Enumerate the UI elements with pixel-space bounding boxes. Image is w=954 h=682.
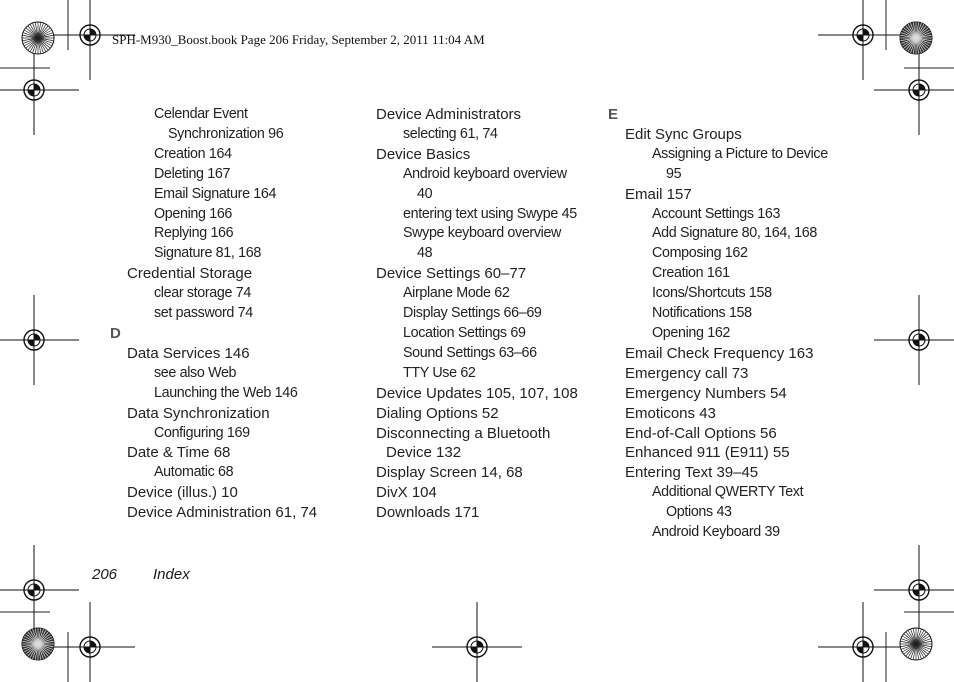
index-entry: DivX 104 <box>376 484 437 502</box>
index-entry: Email 157 <box>625 185 692 203</box>
index-entry: Device Updates 105, 107, 108 <box>376 384 578 402</box>
crosshair-mark <box>818 0 908 80</box>
index-entry: End-of-Call Options 56 <box>625 424 777 442</box>
index-entry: Device Basics <box>376 145 471 163</box>
index-entry: Launching the Web 146 <box>154 384 298 401</box>
index-entry: Configuring 169 <box>154 424 250 441</box>
starburst-mark <box>900 628 932 660</box>
index-entry: Email Signature 164 <box>154 185 277 202</box>
index-column-1 <box>110 105 317 523</box>
index-entry: set password 74 <box>154 305 253 322</box>
crosshair-mark <box>874 545 954 635</box>
index-entry: Device Administration 61, 74 <box>127 504 318 522</box>
index-entry: Add Signature 80, 164, 168 <box>652 225 817 242</box>
index-entry: Notifications 158 <box>652 305 752 322</box>
index-entry: Location Settings 69 <box>403 324 526 341</box>
index-entry: entering text using Swype 45 <box>403 205 577 222</box>
crosshair-mark <box>818 602 908 682</box>
index-entry: Enhanced 911 (E911) 55 <box>625 444 790 462</box>
crosshair-mark <box>432 602 522 682</box>
index-entry: Disconnecting a Bluetooth <box>376 424 551 442</box>
index-entry: Edit Sync Groups <box>625 125 742 143</box>
index-entry: 48 <box>417 245 433 262</box>
index-entry: Android Keyboard 39 <box>652 524 780 541</box>
print-header: SPH-M930_Boost.book Page 206 Friday, September 2, 2011 11:04 AM <box>112 32 485 47</box>
index-entry: Composing 162 <box>652 245 748 262</box>
crosshair-mark <box>874 45 954 135</box>
index-entry: Icons/Shortcuts 158 <box>652 285 772 302</box>
index-entry: Opening 166 <box>154 205 233 222</box>
index-entry: Creation 161 <box>652 265 730 282</box>
index-entry: Dialing Options 52 <box>376 404 499 422</box>
index-entry: Assigning a Picture to Device <box>652 145 828 162</box>
index-entry: Device 132 <box>386 444 462 462</box>
index-entry: Emergency call 73 <box>625 364 749 382</box>
index-entry: selecting 61, 74 <box>403 125 498 142</box>
index-entry: 40 <box>417 185 433 202</box>
index-entry: Opening 162 <box>652 324 731 341</box>
index-entry: Replying 166 <box>154 225 234 242</box>
crosshair-mark <box>0 45 79 135</box>
index-letter-heading: E <box>608 106 619 123</box>
crosshair-mark <box>0 545 79 635</box>
index-entry: Data Services 146 <box>127 344 250 362</box>
index-entry: Swype keyboard overview <box>403 225 562 242</box>
index-entry: 95 <box>666 165 682 182</box>
index-entry: Airplane Mode 62 <box>403 285 510 302</box>
index-entry: Device Administrators <box>376 106 522 123</box>
index-entry: Sound Settings 63–66 <box>403 344 537 361</box>
footer-title: Index <box>153 566 190 583</box>
starburst-mark <box>900 22 932 54</box>
index-entry: Additional QWERTY Text <box>652 484 804 501</box>
index-entry: Entering Text 39–45 <box>625 464 759 482</box>
index-entry: see also Web <box>154 364 237 381</box>
index-entry: Data Synchronization <box>127 404 270 422</box>
index-entry: Date & Time 68 <box>127 444 231 462</box>
index-entry: Email Check Frequency 163 <box>625 344 814 362</box>
index-entry: Synchronization 96 <box>168 125 284 142</box>
index-letter-heading: D <box>110 324 121 342</box>
index-entry: clear storage 74 <box>154 285 251 302</box>
index-entry: Downloads 171 <box>376 504 480 522</box>
page-number: 206 <box>92 566 118 583</box>
index-entry: Device (illus.) 10 <box>127 484 238 502</box>
index-entry: Options 43 <box>666 504 732 521</box>
index-entry: Signature 81, 168 <box>154 245 261 262</box>
index-entry: Emoticons 43 <box>625 404 716 422</box>
index-entry: Deleting 167 <box>154 165 231 182</box>
crosshair-mark <box>0 295 79 385</box>
index-entry: Account Settings 163 <box>652 205 781 222</box>
index-entry: Device Settings 60–77 <box>376 265 527 283</box>
index-entry: Celendar Event <box>154 106 248 122</box>
index-entry: Emergency Numbers 54 <box>625 384 787 402</box>
index-entry: Android keyboard overview <box>403 165 567 182</box>
index-entry: TTY Use 62 <box>403 364 476 381</box>
index-entry: Credential Storage <box>127 265 253 283</box>
starburst-mark <box>22 22 54 54</box>
crosshair-mark <box>874 295 954 385</box>
index-entry: Creation 164 <box>154 145 232 162</box>
crosshair-mark <box>45 602 135 682</box>
index-entry: Display Settings 66–69 <box>403 305 542 322</box>
index-column-2 <box>359 105 578 523</box>
index-entry: Automatic 68 <box>154 464 234 481</box>
index-entry: Display Screen 14, 68 <box>376 464 523 482</box>
index-column-3 <box>608 105 828 543</box>
starburst-mark <box>22 628 54 660</box>
